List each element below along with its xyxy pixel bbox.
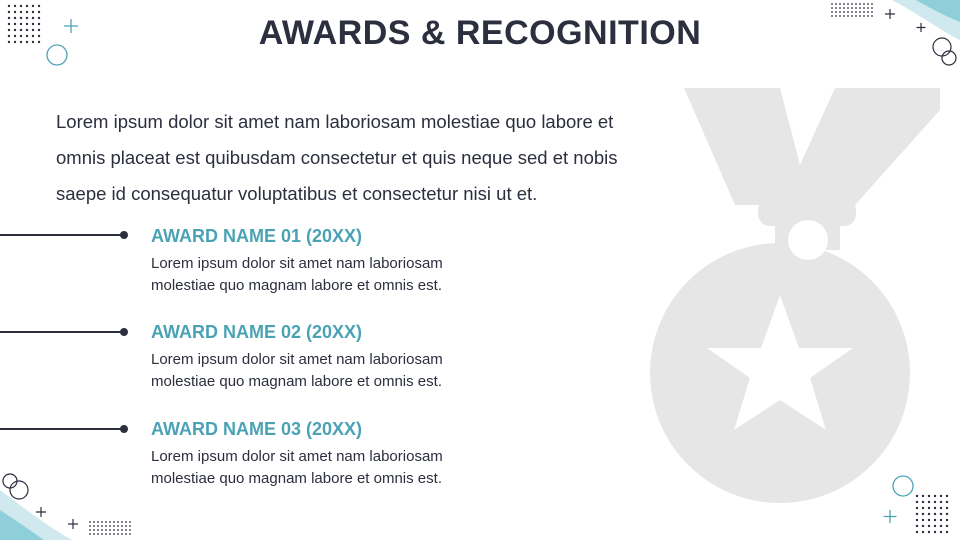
bottom-left-decoration [0, 460, 140, 540]
award-name: AWARD NAME 02 (20XX) [151, 322, 363, 342]
page-title: AWARDS & RECOGNITION [258, 14, 702, 52]
connector-dot [120, 425, 128, 433]
award-description: Lorem ipsum dolor sit amet nam laboriosam molestiae quo magnam labore et omnis est. [151, 351, 443, 390]
award-name: AWARD NAME 03 (20XX) [151, 419, 363, 439]
connector-dot [120, 328, 128, 336]
award-description: Lorem ipsum dolor sit amet nam laboriosam molestiae quo magnam labore et omnis est. [151, 255, 443, 294]
intro-paragraph: Lorem ipsum dolor sit amet nam laboriosam molestiae quo labore et omnis placeat est quibusdam consectetur et quis neque sed et nobis saepe id consequatur voluptatibus et consectetur nisi ut et. [56, 111, 618, 204]
award-description: Lorem ipsum dolor sit amet nam laboriosam molestiae quo magnam labore et omnis est. [151, 448, 443, 487]
connector-line [0, 234, 122, 236]
connector-line [0, 331, 122, 333]
award-item-3 [151, 418, 571, 490]
award-item-1 [151, 225, 571, 297]
medal-icon [640, 80, 960, 540]
award-name: AWARD NAME 01 (20XX) [151, 226, 363, 246]
connector-line [0, 428, 122, 430]
award-item-2 [151, 321, 571, 393]
connector-dot [120, 231, 128, 239]
